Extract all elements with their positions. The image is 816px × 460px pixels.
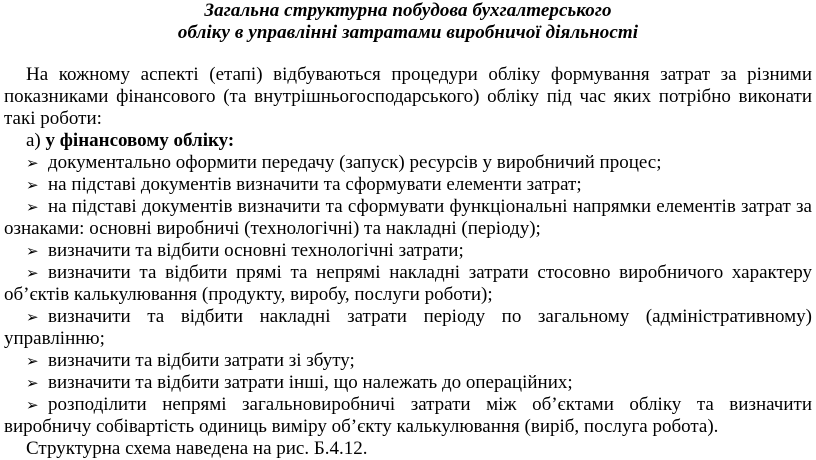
list-item <box>4 306 812 350</box>
list-item-text: розподілити непрямі загальновиробничі затрати між об’єктами обліку та визначити виробничу собівартість одиниць виміру об’єкту калькулювання (виріб, послуга робота). <box>4 394 812 437</box>
list-item-text: на підставі документів визначити та сформувати функціональні напрямки елементів затрат за ознаками: основні виробничі (технологічні) та накладні (періоду); <box>4 196 812 239</box>
list-item-text: визначити та відбити прямі та непрямі накладні затрати стосовно виробничого характеру об’єктів калькулювання (продукту, виробу, послуги роботи); <box>4 262 812 305</box>
list-item <box>4 372 812 394</box>
document-title <box>4 0 812 44</box>
list-item-text: визначити та відбити основні технологічні затрати; <box>48 240 464 261</box>
list-item-text: визначити та відбити затрати зі збуту; <box>48 350 355 371</box>
right-arrowhead-icon: ➢ <box>26 352 39 370</box>
list-item <box>4 240 812 262</box>
list-item-text: на підставі документів визначити та сформувати елементи затрат; <box>48 174 582 195</box>
list-item <box>4 174 812 196</box>
right-arrowhead-icon: ➢ <box>26 374 39 392</box>
list-item <box>4 196 812 240</box>
right-arrowhead-icon: ➢ <box>26 242 39 260</box>
list-item-text: визначити та відбити затрати інші, що належать до операційних; <box>48 372 573 393</box>
right-arrowhead-icon: ➢ <box>26 176 39 194</box>
right-arrowhead-icon: ➢ <box>26 198 39 216</box>
list-item-text: документально оформити передачу (запуск) ресурсів у виробничий процес; <box>48 152 662 173</box>
section-heading <box>4 130 812 152</box>
list-item-text: визначити та відбити накладні затрати періоду по загальному (адміністративному) управлінню; <box>4 306 812 349</box>
title-line-2: обліку в управлінні затратами виробничої діяльності <box>177 22 639 43</box>
right-arrowhead-icon: ➢ <box>26 396 39 414</box>
right-arrowhead-icon: ➢ <box>26 264 39 282</box>
list-item <box>4 394 812 438</box>
list-item <box>4 262 812 306</box>
closing-paragraph: Структурна схема наведена на рис. Б.4.12. <box>26 438 368 459</box>
section-prefix: а) <box>26 130 41 151</box>
section-label: у фінансовому обліку: <box>45 130 235 151</box>
spacer <box>4 44 812 64</box>
right-arrowhead-icon: ➢ <box>26 308 39 326</box>
title-line-1: Загальна структурна побудова бухгалтерського <box>204 0 612 21</box>
list-item <box>4 350 812 372</box>
intro-paragraph: На кожному аспекті (етапі) відбуваються процедури обліку формування затрат за різними показниками фінансового (та внутрішньогосподарського) обліку під час яких потрібно виконати такі роботи: <box>4 64 812 129</box>
list-item <box>4 152 812 174</box>
right-arrowhead-icon: ➢ <box>26 154 39 172</box>
